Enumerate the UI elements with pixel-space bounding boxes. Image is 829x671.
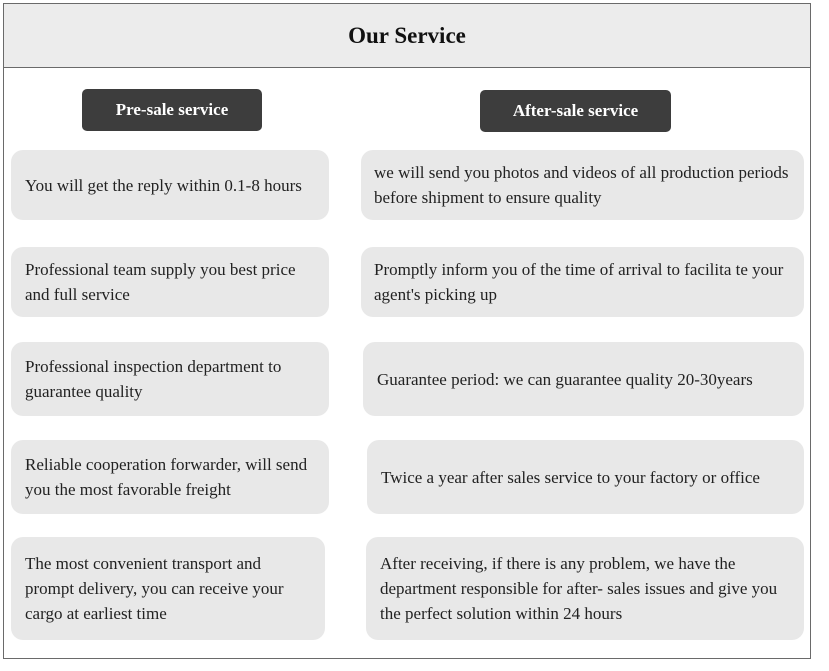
pre-sale-item-text: Reliable cooperation forwarder, will send you the most favorable freight <box>25 455 308 499</box>
after-sale-item <box>363 342 804 416</box>
pre-sale-item-text: Professional team supply you best price and full service <box>25 260 296 304</box>
title-bar <box>4 4 810 68</box>
pre-sale-header: Pre-sale service <box>82 89 262 131</box>
after-sale-item-text: we will send you photos and videos of all production periods before shipment to ensure quality <box>374 163 789 207</box>
after-sale-item-text: Guarantee period: we can guarantee quality 20-30years <box>377 369 753 389</box>
after-sale-item <box>361 150 804 220</box>
pre-sale-item-text: The most convenient transport and prompt delivery, you can receive your cargo at earliest time <box>25 554 284 623</box>
after-sale-header: After-sale service <box>480 90 671 132</box>
pre-sale-item-text: You will get the reply within 0.1-8 hours <box>25 175 302 195</box>
after-sale-item-text: Promptly inform you of the time of arrival to facilita te your agent's picking up <box>374 260 784 304</box>
page-title: Our Service <box>348 22 466 48</box>
after-sale-item-text: Twice a year after sales service to your factory or office <box>381 467 760 487</box>
after-sale-item-text: After receiving, if there is any problem, we have the department responsible for after- sales issues and give you the perfect solution within 24 hours <box>380 554 778 623</box>
pre-sale-item <box>11 537 325 640</box>
pre-sale-item-text: Professional inspection department to guarantee quality <box>25 357 282 401</box>
after-sale-item <box>366 537 804 640</box>
pre-sale-item <box>11 342 329 416</box>
after-sale-item <box>361 247 804 317</box>
pre-sale-item <box>11 150 329 220</box>
after-sale-item <box>367 440 804 514</box>
pre-sale-item <box>11 247 329 317</box>
pre-sale-item <box>11 440 329 514</box>
